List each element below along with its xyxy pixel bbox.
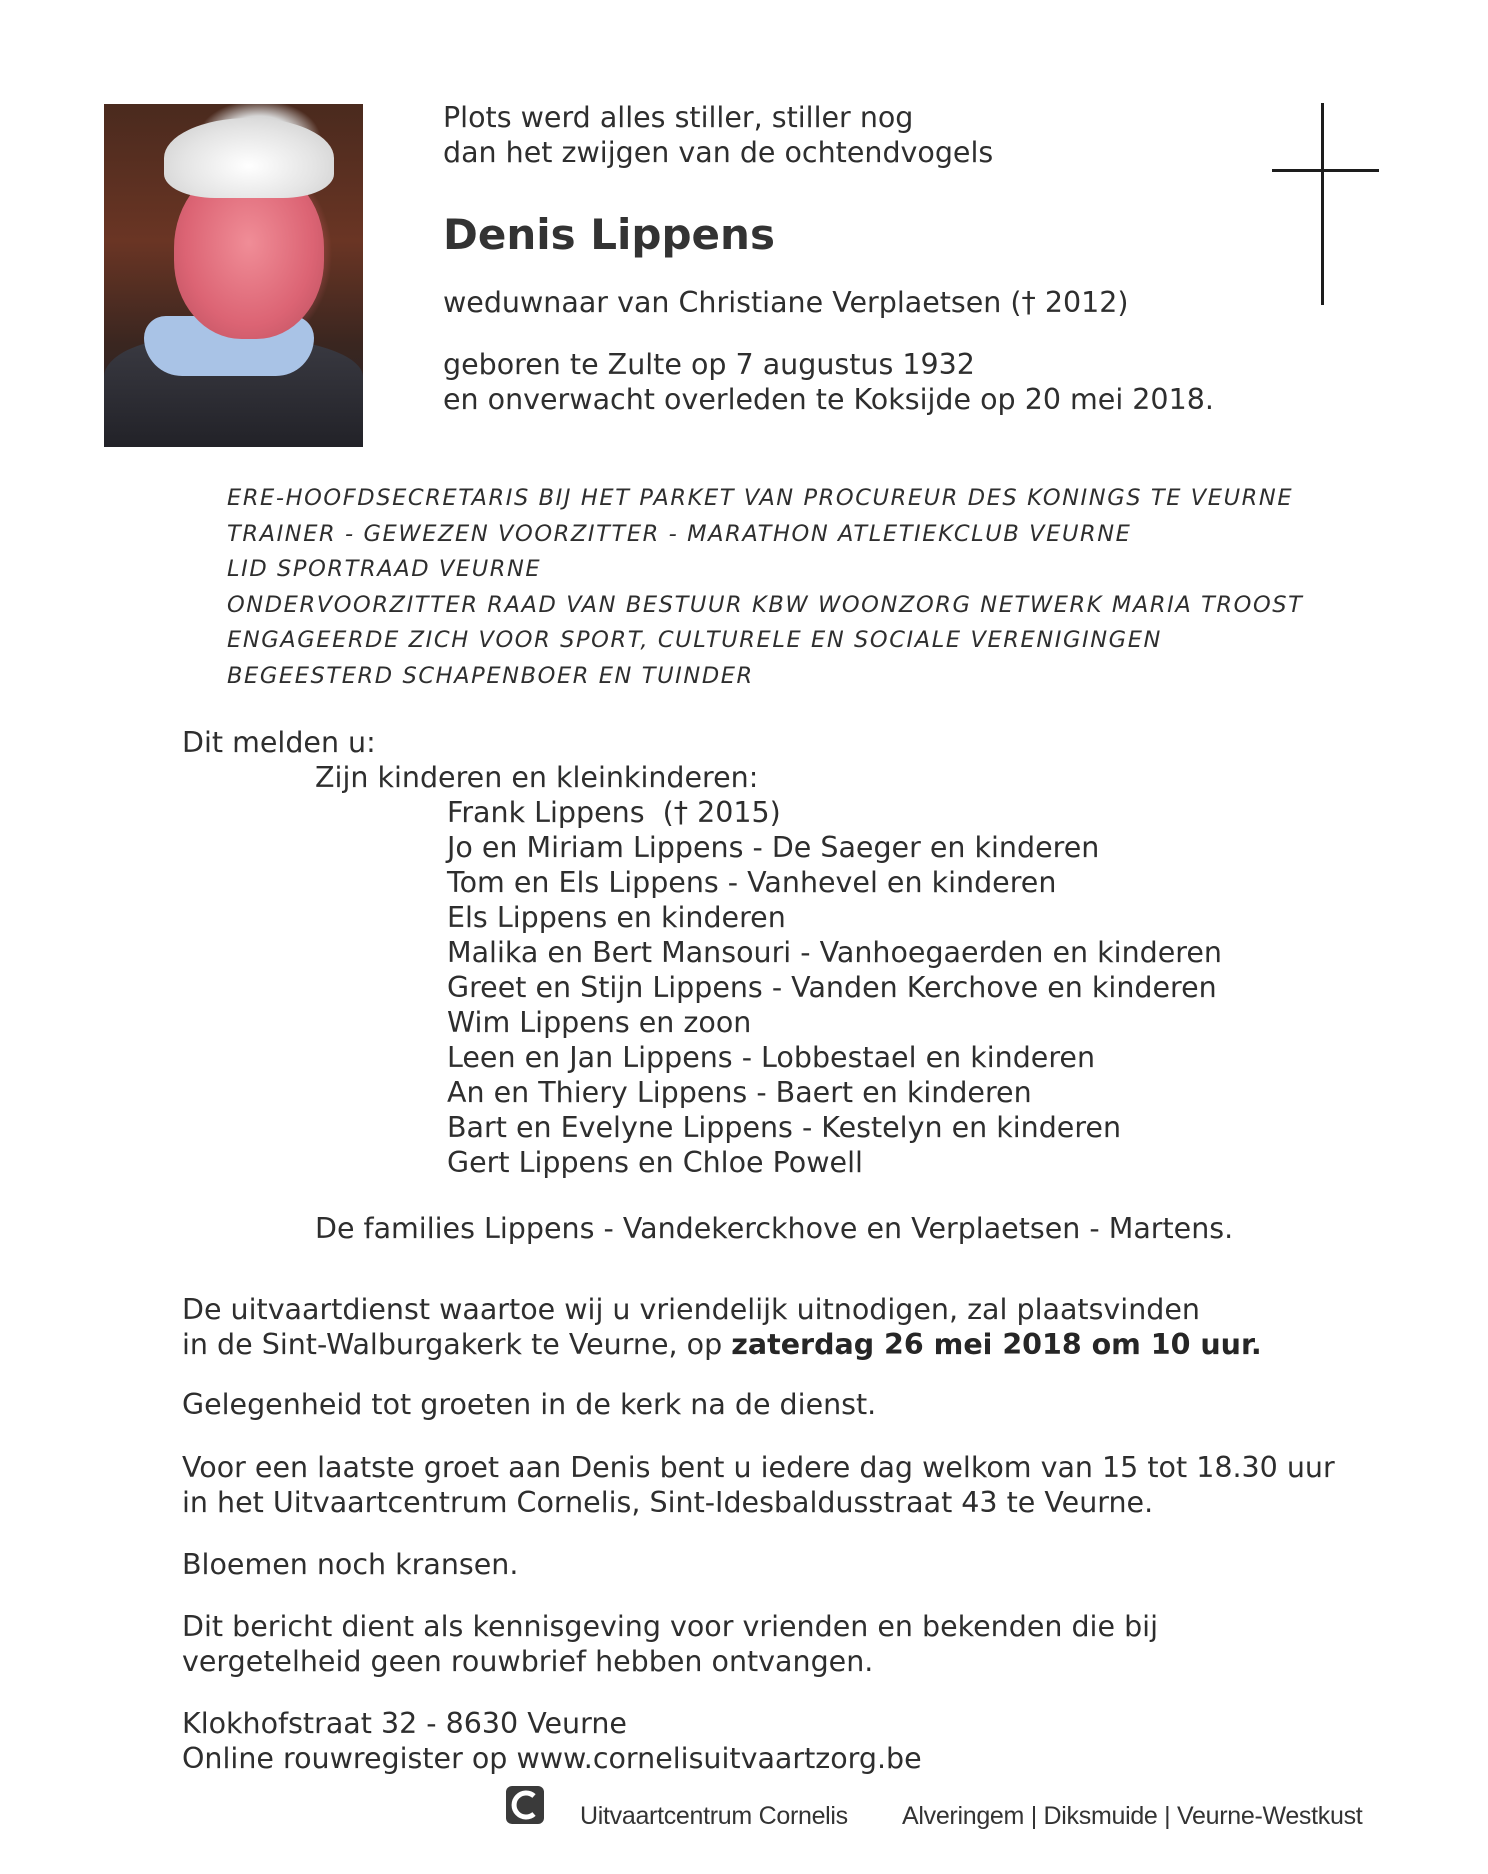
flowers-line: Bloemen noch kransen.: [182, 1548, 519, 1581]
company-name: Uitvaartcentrum Cornelis: [580, 1802, 848, 1830]
list-item: Malika en Bert Mansouri - Vanhoegaerden en kinderen: [447, 936, 1222, 969]
title-line: ONDERVOORZITTER RAAD VAN BESTUUR KBW WOONZORG NETWERK MARIA TROOST: [227, 591, 1304, 618]
spouse-line: weduwnaar van Christiane Verplaetsen († 2012): [443, 286, 1129, 319]
list-item: Wim Lippens en zoon: [447, 1006, 752, 1039]
titles-list: [227, 481, 1304, 694]
list-item: Leen en Jan Lippens - Lobbestael en kinderen: [447, 1041, 1096, 1074]
quote-line-2: dan het zwijgen van de ochtendvogels: [443, 136, 994, 169]
online-register-line: Online rouwregister op www.cornelisuitvaartzorg.be: [182, 1742, 922, 1775]
list-item: Bart en Evelyne Lippens - Kestelyn en kinderen: [447, 1111, 1122, 1144]
visit-line-1: Voor een laatste groet aan Denis bent u iedere dag welkom van 15 tot 18.30 uur: [182, 1451, 1335, 1484]
quote-line-1: Plots werd alles stiller, stiller nog: [443, 101, 914, 134]
children-list: [447, 795, 1222, 1180]
list-item: Tom en Els Lippens - Vanhevel en kinderen: [447, 866, 1057, 899]
service-line-1: De uitvaartdienst waartoe wij u vriendelijk uitnodigen, zal plaatsvinden: [182, 1293, 1200, 1326]
portrait-photo: [104, 104, 363, 447]
title-line: TRAINER - GEWEZEN VOORZITTER - MARATHON ATLETIEKCLUB VEURNE: [227, 520, 1132, 547]
greeting-line: Gelegenheid tot groeten in de kerk na de dienst.: [182, 1388, 877, 1421]
notice-line-1: Dit bericht dient als kennisgeving voor vrienden en bekenden die bij: [182, 1610, 1158, 1643]
died-line: en onverwacht overleden te Koksijde op 20 mei 2018.: [443, 383, 1214, 416]
list-item: Els Lippens en kinderen: [447, 901, 786, 934]
children-heading: Zijn kinderen en kleinkinderen:: [315, 761, 759, 794]
company-locations: Alveringem | Diksmuide | Veurne-Westkust: [902, 1802, 1363, 1830]
list-item: Gert Lippens en Chloe Powell: [447, 1146, 863, 1179]
title-line: LID SPORTRAAD VEURNE: [227, 556, 542, 582]
cross-icon-bar: [1272, 169, 1379, 172]
born-line: geboren te Zulte op 7 augustus 1932: [443, 348, 975, 381]
notice-line-2: vergetelheid geen rouwbrief hebben ontvangen.: [182, 1645, 874, 1678]
title-line: ERE-HOOFDSECRETARIS BIJ HET PARKET VAN PROCUREUR DES KONINGS TE VEURNE: [227, 485, 1294, 511]
service-datetime: zaterdag 26 mei 2018 om 10 uur.: [731, 1328, 1262, 1361]
families-line: De families Lippens - Vandekerckhove en Verplaetsen - Martens.: [315, 1212, 1234, 1245]
title-line: BEGEESTERD SCHAPENBOER EN TUINDER: [227, 662, 754, 689]
address-line: Klokhofstraat 32 - 8630 Veurne: [182, 1707, 627, 1740]
list-item: An en Thiery Lippens - Baert en kinderen: [447, 1076, 1032, 1109]
service-location: in de Sint-Walburgakerk te Veurne, op: [182, 1328, 732, 1361]
cross-icon: [1321, 103, 1324, 305]
cornelis-logo-icon: [504, 1784, 546, 1826]
title-line: ENGAGEERDE ZICH VOOR SPORT, CULTURELE EN SOCIALE VERENIGINGEN: [227, 627, 1162, 653]
list-item: Jo en Miriam Lippens - De Saeger en kinderen: [447, 831, 1100, 864]
list-item: Frank Lippens († 2015): [447, 796, 781, 829]
list-item: Greet en Stijn Lippens - Vanden Kerchove en kinderen: [447, 971, 1217, 1004]
service-line-2: [182, 1327, 1262, 1362]
announce-intro: Dit melden u:: [182, 726, 376, 759]
visit-line-2: in het Uitvaartcentrum Cornelis, Sint-Idesbaldusstraat 43 te Veurne.: [182, 1486, 1154, 1519]
deceased-name: Denis Lippens: [443, 210, 775, 259]
